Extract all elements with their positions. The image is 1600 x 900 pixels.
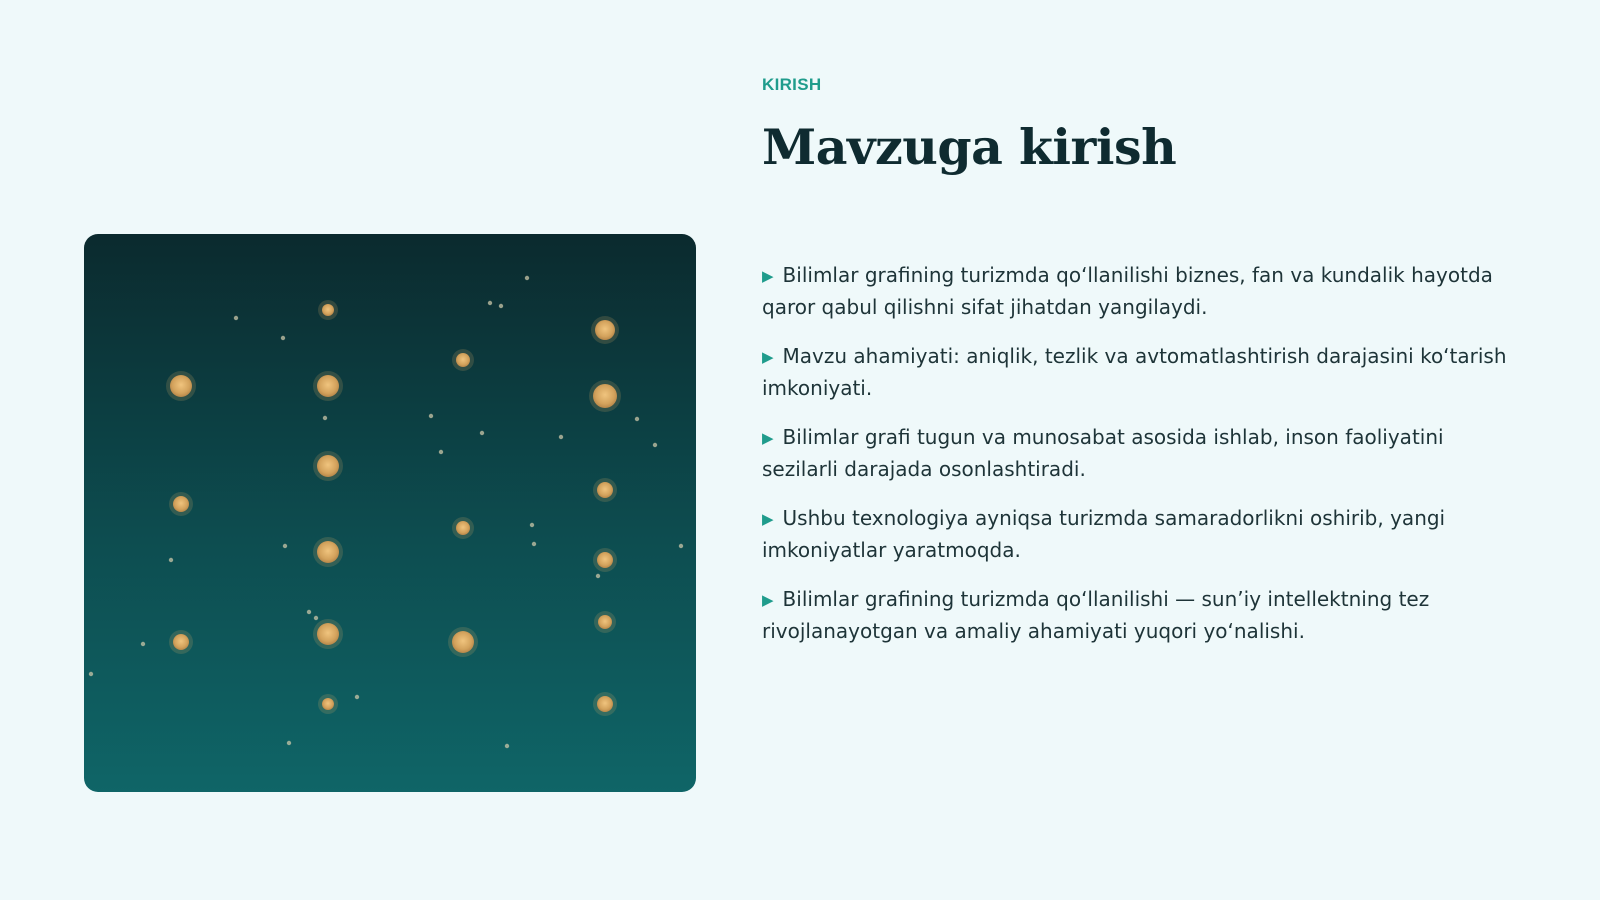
light-dot (456, 353, 470, 367)
star-dot (559, 435, 563, 439)
star-dot (653, 443, 657, 447)
star-dot (141, 642, 145, 646)
star-dot (439, 450, 443, 454)
bullet-text: Bilimlar grafining turizmda qo‘llanilishi — sun’iy intellektning tez rivojlanayotgan va amaliy ahamiyati yuqori yo‘nalishi. (762, 587, 1430, 643)
bullet-text: Ushbu texnologiya ayniqsa turizmda samaradorlikni oshirib, yangi imkoniyatlar yaratmoqda. (762, 506, 1446, 562)
triangle-right-icon: ▶ (762, 267, 774, 285)
star-dot (530, 523, 534, 527)
light-dot (173, 634, 189, 650)
star-dot (525, 276, 529, 280)
light-dot (317, 541, 339, 563)
light-dot (170, 375, 192, 397)
bullet-text: Bilimlar grafining turizmda qo‘llanilishi biznes, fan va kundalik hayotda qaror qabul qilishni sifat jihatdan yangilaydi. (762, 263, 1493, 319)
slide-title: Mavzuga kirish (762, 118, 1177, 176)
light-dot (322, 698, 334, 710)
star-dot (429, 414, 433, 418)
light-dot (317, 375, 339, 397)
star-dot (234, 316, 238, 320)
star-dot (596, 574, 600, 578)
star-dot (323, 416, 327, 420)
star-dot (635, 417, 639, 421)
star-dot (287, 741, 291, 745)
triangle-right-icon: ▶ (762, 348, 774, 366)
star-dot (314, 616, 318, 620)
light-dot (317, 455, 339, 477)
bullet-item (762, 584, 1522, 647)
light-dot (598, 615, 612, 629)
light-dot (593, 384, 617, 408)
star-dot (355, 695, 359, 699)
light-dot (597, 696, 613, 712)
star-dot (532, 542, 536, 546)
light-dot (173, 496, 189, 512)
bullet-list (762, 260, 1522, 665)
light-dot (452, 631, 474, 653)
star-dot (499, 304, 503, 308)
bullet-text: Bilimlar grafi tugun va munosabat asosida ishlab, inson faoliyatini sezilarli darajada osonlashtiradi. (762, 425, 1444, 481)
light-dot (597, 482, 613, 498)
illustration-svg (84, 234, 696, 792)
star-dot (505, 744, 509, 748)
bullet-item (762, 341, 1522, 404)
star-dot (169, 558, 173, 562)
light-dot (597, 552, 613, 568)
light-dots (166, 300, 621, 716)
bullet-item (762, 422, 1522, 485)
star-dot (480, 431, 484, 435)
star-dot (89, 672, 93, 676)
light-dot (317, 623, 339, 645)
light-dot (322, 304, 334, 316)
triangle-right-icon: ▶ (762, 591, 774, 609)
light-dot (456, 521, 470, 535)
triangle-right-icon: ▶ (762, 510, 774, 528)
bullet-text: Mavzu ahamiyati: aniqlik, tezlik va avtomatlashtirish darajasini ko‘tarish imkoniyati. (762, 344, 1507, 400)
bullet-item (762, 260, 1522, 323)
star-dot (307, 610, 311, 614)
star-dot (283, 544, 287, 548)
star-dot (679, 544, 683, 548)
triangle-right-icon: ▶ (762, 429, 774, 447)
section-eyebrow: KIRISH (762, 75, 822, 94)
light-dot (595, 320, 615, 340)
night-sky-lights-illustration (84, 234, 696, 792)
star-dot (281, 336, 285, 340)
star-dot (488, 301, 492, 305)
bullet-item (762, 503, 1522, 566)
